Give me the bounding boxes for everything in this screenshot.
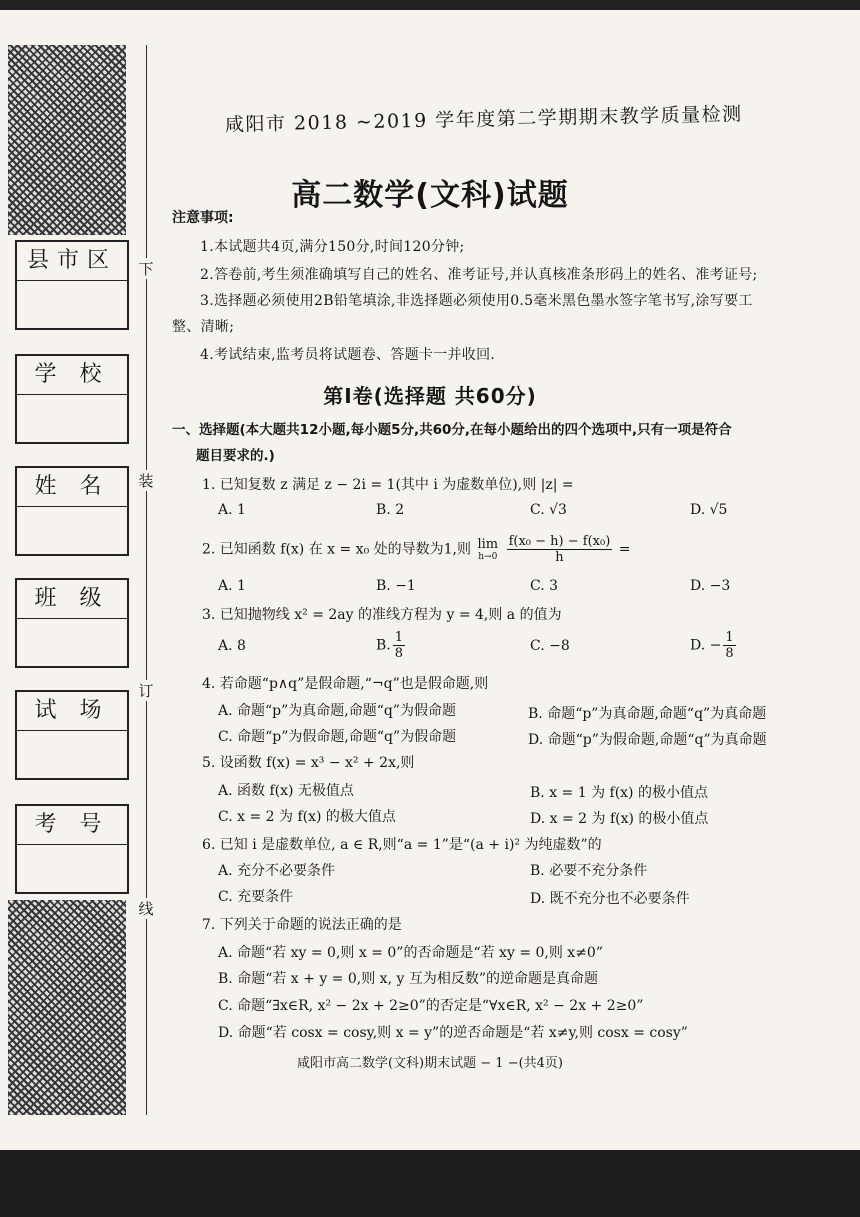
question-6-stem: 6. 已知 i 是虚数单位, a ∈ R,则“a = 1”是“(a + i)² 为纯虚数”的	[202, 837, 602, 853]
question-3-option-b-prefix: B.	[376, 637, 391, 654]
question-1-stem: 1. 已知复数 z 满足 z − 2i = 1(其中 i 为虚数单位),则 |z| =	[202, 477, 574, 493]
notice-item-3: 3.选择题必须使用2B铅笔填涂,非选择题必须使用0.5毫米黑色墨水签字笔书写,涂写要工	[200, 293, 753, 309]
binding-char-ding: 订	[134, 680, 158, 701]
question-3-stem: 3. 已知抛物线 x² = 2ay 的准线方程为 y = 4,则 a 的值为	[202, 607, 562, 623]
question-1-option-a: A. 1	[218, 502, 246, 518]
question-6-option-c: C. 充要条件	[218, 889, 294, 905]
page-footer: 咸阳市高二数学(文科)期末试题 − 1 −(共4页)	[296, 1056, 563, 1071]
question-3-option-b-den: 8	[394, 646, 404, 661]
question-7-option-c: C. 命题“∃x∈R, x² − 2x + 2≥0”的否定是“∀x∈R, x² − 2x + 2≥0”	[218, 998, 644, 1014]
scan-top-edge	[0, 0, 860, 10]
binding-char-zhuang: 装	[134, 470, 158, 491]
security-pattern-bottom	[8, 900, 126, 1115]
question-2-stem	[202, 534, 630, 565]
question-7-stem: 7. 下列关于命题的说法正确的是	[202, 917, 402, 933]
exam-title: 高二数学(文科)试题	[291, 178, 569, 213]
info-box-name	[15, 466, 129, 556]
question-7-option-a: A. 命题“若 xy = 0,则 x = 0”的否命题是“若 xy = 0,则 x≠0”	[218, 945, 603, 961]
question-3-option-d-fraction	[723, 630, 735, 661]
question-4-option-a: A. 命题“p”为真命题,命题“q”为假命题	[218, 703, 457, 719]
question-2-equals: =	[618, 541, 631, 558]
question-4-option-b: B. 命题“p”为真命题,命题“q”为真命题	[528, 706, 767, 722]
scan-bottom-edge	[0, 1150, 860, 1217]
question-6-option-b: B. 必要不充分条件	[530, 863, 648, 879]
question-4-option-c: C. 命题“p”为假命题,命题“q”为假命题	[218, 729, 457, 745]
notice-item-1: 1.本试题共4页,满分150分,时间120分钟;	[200, 239, 465, 255]
section-title: 第Ⅰ卷(选择题 共60分)	[323, 384, 537, 408]
question-5-option-c: C. x = 2 为 f(x) 的极大值点	[218, 809, 396, 825]
info-box-class	[15, 578, 129, 668]
info-label-room: 试 场	[17, 692, 127, 731]
question-6-option-a: A. 充分不必要条件	[218, 863, 336, 879]
question-2-stem-text: 2. 已知函数 f(x) 在 x = x₀ 处的导数为1,则	[202, 541, 472, 558]
info-label-exam-number: 考 号	[17, 806, 127, 845]
question-3-option-d-den: 8	[725, 646, 734, 661]
question-3-option-b-num: 1	[394, 630, 404, 645]
notice-item-2: 2.答卷前,考生须准确填写自己的姓名、准考证号,并认真核准条形码上的姓名、准考证号;	[200, 267, 758, 283]
question-2-denominator: h	[555, 550, 564, 565]
question-5-option-a: A. 函数 f(x) 无极值点	[218, 783, 354, 799]
question-6-option-d: D. 既不充分也不必要条件	[530, 891, 690, 907]
question-2-option-b: B. −1	[376, 578, 416, 594]
info-box-room	[15, 690, 129, 780]
question-7-option-d: D. 命题“若 cosx = cosy,则 x = y”的逆否命题是“若 x≠y,则 cosx = cosy”	[218, 1025, 688, 1041]
exam-header-line: 咸阳市 2018 ~2019 学年度第二学期期末教学质量检测	[224, 103, 743, 136]
question-3-option-a: A. 8	[218, 638, 246, 654]
question-5-stem: 5. 设函数 f(x) = x³ − x² + 2x,则	[202, 755, 415, 771]
info-label-school: 学 校	[17, 356, 127, 395]
info-label-class: 班 级	[17, 580, 127, 619]
notice-item-3-cont: 整、清晰;	[172, 319, 235, 335]
binding-char-xia: 下	[134, 258, 158, 279]
notice-label: 注意事项:	[172, 210, 234, 226]
question-2-limit	[477, 537, 498, 562]
section-instructions-line1: 一、选择题(本大题共12小题,每小题5分,共60分,在每小题给出的四个选项中,只有一项是符合	[172, 422, 732, 438]
question-2-option-c: C. 3	[530, 578, 559, 594]
binding-char-xian: 线	[134, 898, 158, 919]
question-3-option-b-fraction	[393, 630, 405, 661]
question-1-option-d: D. √5	[690, 502, 728, 518]
question-3-option-c: C. −8	[530, 638, 570, 654]
question-2-lim-sub: h→0	[478, 552, 498, 562]
question-2-option-d: D. −3	[690, 578, 731, 594]
question-3-option-d	[690, 630, 738, 661]
question-2-numerator: f(x₀ − h) − f(x₀)	[508, 534, 611, 549]
question-3-option-d-prefix: D. −	[690, 637, 722, 654]
question-2-option-a: A. 1	[218, 578, 246, 594]
info-label-county: 县市区	[17, 242, 127, 281]
question-5-option-b: B. x = 1 为 f(x) 的极小值点	[530, 785, 708, 801]
question-2-fraction	[507, 534, 613, 565]
info-label-name: 姓 名	[17, 468, 127, 507]
question-4-stem: 4. 若命题“p∧q”是假命题,“¬q”也是假命题,则	[202, 676, 489, 692]
question-5-option-d: D. x = 2 为 f(x) 的极小值点	[530, 811, 709, 827]
section-instructions-line2: 题目要求的.)	[196, 448, 275, 464]
question-3-option-b	[376, 630, 407, 661]
question-3-option-d-num: 1	[725, 630, 734, 645]
info-box-exam-number	[15, 804, 129, 894]
question-4-option-d: D. 命题“p”为假命题,命题“q”为真命题	[528, 732, 767, 748]
question-2-lim: lim	[477, 537, 499, 552]
notice-item-4: 4.考试结束,监考员将试题卷、答题卡一并收回.	[200, 347, 496, 363]
info-box-county	[15, 240, 129, 330]
question-1-option-c: C. √3	[530, 502, 567, 518]
question-7-option-b: B. 命题“若 x + y = 0,则 x, y 互为相反数”的逆命题是真命题	[218, 971, 598, 987]
question-1-option-b: B. 2	[376, 502, 405, 518]
